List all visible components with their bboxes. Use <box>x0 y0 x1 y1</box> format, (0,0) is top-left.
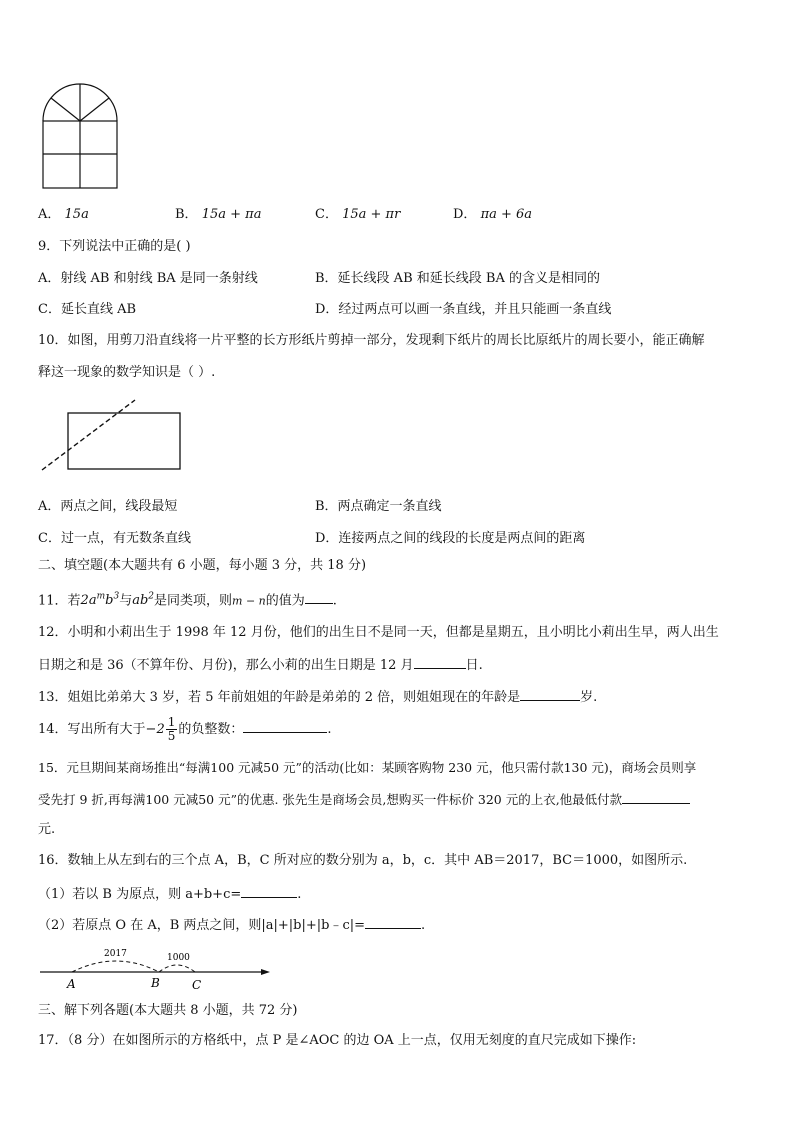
q13-answer-blank <box>520 687 580 701</box>
q14: 14．写出所有大于−2 $\frac{1}{5}$ 的负整数： . <box>38 715 332 743</box>
q9-option-b: B．延长线段 AB 和延长线段 BA 的含义是相同的 <box>315 271 600 286</box>
q16-part1-blank <box>241 884 297 898</box>
q9-stem: 9．下列说法中正确的是( ) <box>38 239 191 254</box>
q8-option-a: A． 15a <box>38 207 89 222</box>
q8-option-c: C． 15a + πr <box>315 207 401 222</box>
q16-stem: 16．数轴上从左到右的三个点 A，B，C 所对应的数分别为 a，b，c．其中 AB＝2017，BC＝1000，如图所示. <box>38 853 688 868</box>
section-3-heading: 三、解下列各题(本大题共 8 小题，共 72 分) <box>38 1003 298 1018</box>
point-b-label: B <box>151 976 160 990</box>
q14-answer-blank <box>243 719 327 733</box>
label-2017: 2017 <box>104 949 127 959</box>
q8-option-b: B． 15a + πa <box>175 207 262 222</box>
q11-answer-blank <box>305 590 333 604</box>
number-line-figure <box>40 944 275 996</box>
q10-option-c: C．过一点，有无数条直线 <box>38 531 191 546</box>
q9-option-a: A．射线 AB 和射线 BA 是同一条射线 <box>38 271 258 286</box>
label-1000: 1000 <box>167 953 190 963</box>
q11: 11．若$2a^mb^3$与$ab^2$是同类项，则m − n的值为 . <box>38 592 337 609</box>
q12-line2: 日期之和是 36（不算年份、月份)，那么小莉的出生日期是 12 月 日. <box>38 655 483 675</box>
q15-answer-blank <box>622 790 690 804</box>
q12-line1: 12．小明和小莉出生于 1998 年 12 月份，他们的出生日不是同一天，但都是星期五，且小明比小莉出生早，两人出生 <box>38 625 719 640</box>
q9-option-d: D．经过两点可以画一条直线，并且只能画一条直线 <box>315 302 612 317</box>
q12-answer-blank <box>414 655 466 669</box>
q8-option-d: D． πa + 6a <box>453 207 533 222</box>
q10-option-a: A．两点之间，线段最短 <box>38 499 178 514</box>
rectangle-cut-figure <box>40 398 185 473</box>
q13: 13．姐姐比弟弟大 3 岁，若 5 年前姐姐的年龄是弟弟的 2 倍，则姐姐现在的年龄是 岁. <box>38 687 597 707</box>
q10-option-d: D．连接两点之间的线段的长度是两点间的距离 <box>315 531 586 546</box>
q16-part2: （2）若原点 O 在 A，B 两点之间，则|a|+|b|+|b﹣c|= . <box>38 915 425 935</box>
section-2-heading: 二、填空题(本大题共有 6 小题，每小题 3 分，共 18 分) <box>38 558 367 573</box>
q16-part2-blank <box>365 915 421 929</box>
q15-line3: 元. <box>38 822 56 837</box>
q17-stem: 17．（8 分）在如图所示的方格纸中，点 P 是∠AOC 的边 OA 上一点，仅用无刻度的直尺完成如下操作: <box>38 1033 637 1048</box>
window-figure <box>42 82 122 192</box>
point-c-label: C <box>192 978 202 992</box>
q15-line2: 受先打 9 折,再每满100 元减50 元”的优惠. 张先生是商场会员,想购买一件标价 320 元的上衣,他最低付款 <box>38 790 690 809</box>
q10-stem-line1: 10．如图，用剪刀沿直线将一片平整的长方形纸片剪掉一部分，发现剩下纸片的周长比原纸片的周长要小，能正确解 <box>38 333 705 348</box>
point-a-label: A <box>67 977 76 991</box>
q16-part1: （1）若以 B 为原点，则 a+b+c= . <box>38 884 301 904</box>
q15-line1: 15．元旦期间某商场推出“每满100 元减50 元”的活动(比如：某顾客购物 230 元，他只需付款130 元)，商场会员则享 <box>38 760 697 775</box>
q10-option-b: B．两点确定一条直线 <box>315 499 442 514</box>
q9-option-c: C．延长直线 AB <box>38 302 137 317</box>
q10-stem-line2: 释这一现象的数学知识是（ ）. <box>38 365 216 380</box>
